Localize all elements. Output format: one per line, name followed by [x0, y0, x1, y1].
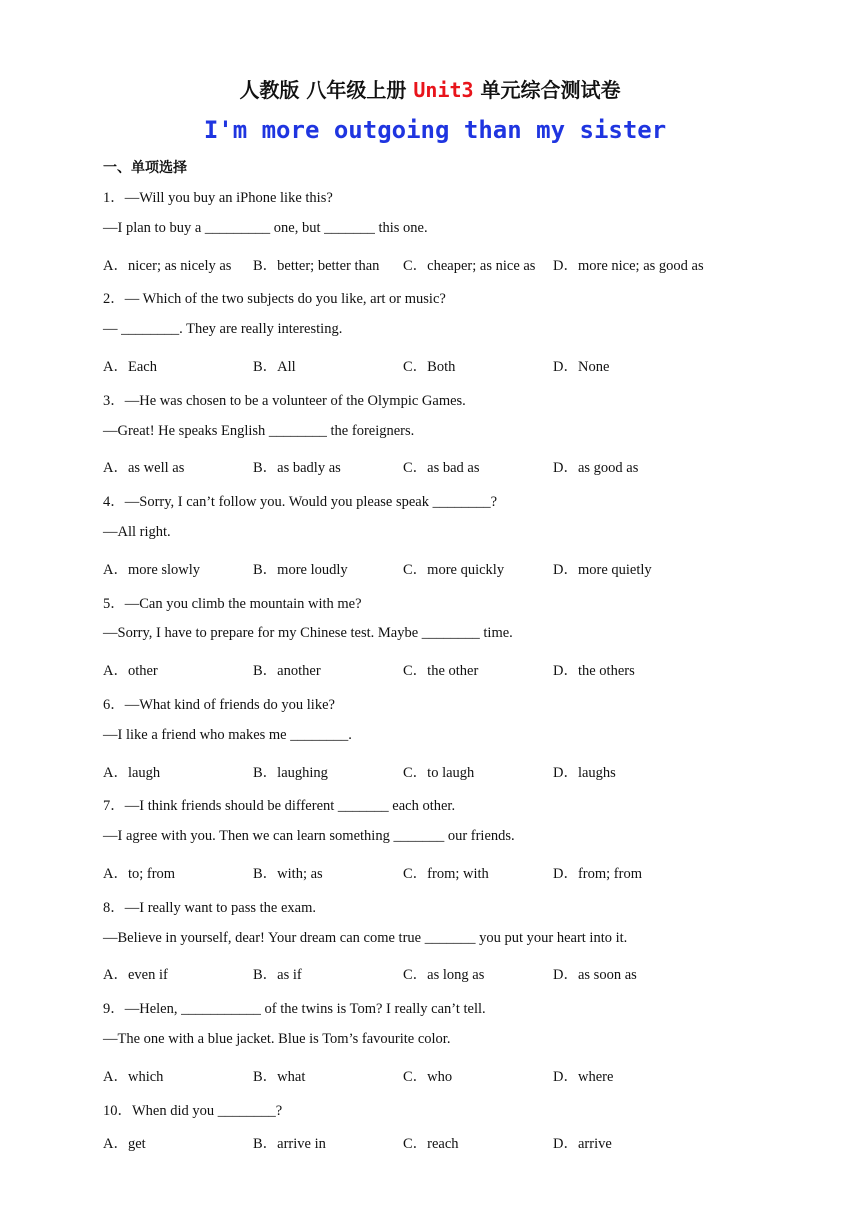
option-c: C．the other [403, 663, 479, 680]
option-d: D．as soon as [553, 967, 637, 984]
question-line: —Believe in yourself, dear! Your dream can come true _______ you put your heart into it. [103, 929, 628, 946]
question-stem: 2．— Which of the two subjects do you like, art or music? [103, 291, 446, 308]
question-stem: 4．—Sorry, I can’t follow you. Would you please speak ________? [103, 494, 498, 511]
option-b: B．as badly as [253, 460, 341, 477]
option-a: A．Each [103, 359, 157, 375]
question-line: —I plan to buy a _________ one, but _______ this one. [103, 219, 428, 236]
option-d: D．arrive [553, 1136, 612, 1153]
option-d: D．laughs [553, 764, 616, 781]
option-c: C．who [403, 1068, 453, 1085]
question-stem: 1．—Will you buy an iPhone like this? [103, 190, 333, 206]
option-b: B．another [253, 663, 321, 680]
option-b: B．arrive in [253, 1136, 326, 1153]
option-a: A．laugh [103, 764, 161, 781]
option-d: D．from; from [553, 866, 642, 882]
option-d: D．more nice; as good as [553, 257, 704, 274]
exam-title [0, 74, 860, 103]
question-stem: 5．—Can you climb the mountain with me? [103, 595, 362, 612]
option-b: B．with; as [253, 866, 323, 882]
title-suffix: 单元综合测试卷 [473, 78, 621, 102]
title-unit: Unit3 [413, 78, 474, 102]
option-a: A．which [103, 1068, 164, 1085]
option-d: D．as good as [553, 460, 639, 477]
option-d: D．more quietly [553, 561, 652, 578]
question-stem: 8．—I really want to pass the exam. [103, 899, 317, 916]
option-b: B．what [253, 1068, 306, 1085]
section-heading: 一、单项选择 [103, 160, 187, 176]
option-a: A．more slowly [103, 561, 201, 578]
exam-subtitle: I'm more outgoing than my sister [203, 116, 667, 144]
option-a: A．get [103, 1136, 146, 1153]
option-c: C．as bad as [403, 460, 480, 477]
question-stem: 6．—What kind of friends do you like? [103, 697, 335, 713]
option-b: B．as if [253, 967, 302, 984]
option-c: C．as long as [403, 967, 485, 984]
title-prefix: 人教版 八年级上册 [239, 78, 414, 102]
option-c: C．from; with [403, 866, 489, 882]
option-a: A．other [103, 663, 158, 680]
option-c: C．cheaper; as nice as [403, 257, 536, 274]
option-c: C．reach [403, 1136, 459, 1153]
option-b: B．better; better than [253, 257, 380, 274]
question-line: — ________. They are really interesting. [103, 321, 343, 338]
question-line: —Great! He speaks English ________ the foreigners. [103, 422, 415, 439]
question-line: —All right. [103, 524, 171, 540]
question-line: —I agree with you. Then we can learn something _______ our friends. [103, 828, 515, 845]
option-b: B．All [253, 359, 296, 375]
option-a: A．even if [103, 967, 168, 984]
question-stem: 7．—I think friends should be different _______ each other. [103, 798, 456, 815]
option-b: B．laughing [253, 764, 328, 781]
option-c: C．to laugh [403, 764, 475, 781]
option-d: D．the others [553, 663, 635, 680]
question-stem: 10．When did you ________? [103, 1102, 283, 1119]
question-line: —The one with a blue jacket. Blue is Tom’s favourite color. [103, 1031, 451, 1047]
question-line: —I like a friend who makes me ________. [103, 726, 352, 743]
option-a: A．as well as [103, 460, 185, 477]
option-d: D．None [553, 359, 610, 375]
option-c: C．Both [403, 359, 456, 375]
question-stem: 9．—Helen, ___________ of the twins is Tom? I really can’t tell. [103, 1001, 486, 1018]
option-a: A．to; from [103, 866, 176, 882]
question-line: —Sorry, I have to prepare for my Chinese test. Maybe ________ time. [103, 625, 513, 642]
option-a: A．nicer; as nicely as [103, 257, 232, 274]
option-b: B．more loudly [253, 561, 348, 578]
option-c: C．more quickly [403, 561, 505, 578]
option-d: D．where [553, 1068, 614, 1085]
question-stem: 3．—He was chosen to be a volunteer of the Olympic Games. [103, 392, 466, 409]
